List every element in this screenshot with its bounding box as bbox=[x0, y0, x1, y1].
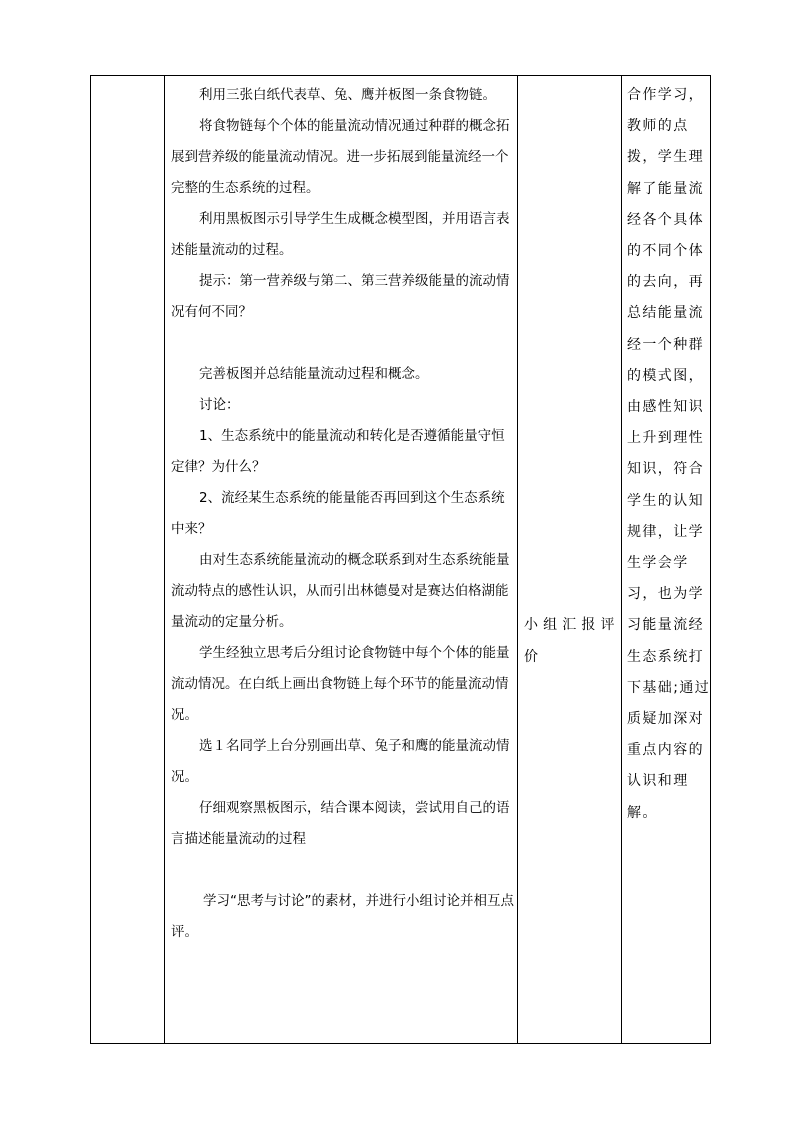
activity-paragraph: 学生经独立思考后分组讨论食物链中每个个体的能量流动情况。在白纸上画出食物链上每个环节的能量流动情况。 bbox=[171, 645, 510, 723]
empty-label-cell bbox=[91, 76, 164, 1043]
activity-paragraph: 利用三张白纸代表草、兔、鹰并板图一条食物链。 bbox=[199, 87, 496, 103]
activity-paragraph: 由对生态系统能量流动的概念联系到对生态系统能量流动特点的感性认识，从而引出林德曼对是赛达伯格湖能量流动的定量分析。 bbox=[171, 552, 510, 630]
blank-line bbox=[171, 328, 517, 359]
activity-paragraph: 利用黑板图示引导学生生成概念模型图，并用语言表述能量流动的过程。 bbox=[171, 211, 510, 258]
evaluation-cell bbox=[518, 76, 621, 1043]
evaluation-text: 小组汇报评价 bbox=[524, 617, 616, 665]
activity-paragraph: 2、流经某生态系统的能量能否再回到这个生态系统中来？ bbox=[171, 490, 505, 537]
activity-paragraph: 完善板图并总结能量流动过程和概念。 bbox=[199, 366, 429, 382]
activity-paragraph: 1、生态系统中的能量流动和转化是否遵循能量守恒定律？为什么？ bbox=[171, 428, 505, 475]
activity-paragraph: 学习“思考与讨论”的素材，并进行小组讨论并相互点评。 bbox=[171, 893, 514, 940]
activity-paragraph: 将食物链每个个体的能量流动情况通过种群的概念拓展到营养级的能量流动情况。进一步拓展到能量流经一个完整的生态系统的过程。 bbox=[171, 118, 510, 196]
design-intent-text: 合作学习，教师的点拨，学生理解了能量流经各个具体的不同个体的去向，再总结能量流经一个种群的模式图，由感性知识上升到理性知识，符合学生的认知规律，让学生学会学习，也为学习能量流经生态系统打下基础;通过质疑加深对重点内容的认识和理解。 bbox=[627, 87, 711, 821]
activity-paragraph: 选１名同学上台分别画出草、兔子和鹰的能量流动情况。 bbox=[171, 738, 510, 785]
lesson-table bbox=[90, 75, 711, 1044]
activity-paragraph: 讨论： bbox=[199, 397, 240, 413]
blank-line bbox=[171, 855, 517, 886]
activity-cell bbox=[165, 76, 517, 1043]
design-intent-cell bbox=[622, 76, 712, 1043]
activity-paragraph: 提示：第一营养级与第二、第三营养级能量的流动情况有何不同？ bbox=[171, 273, 510, 320]
activity-paragraph: 仔细观察黑板图示，结合课本阅读，尝试用自己的语言描述能量流动的过程 bbox=[171, 800, 510, 847]
